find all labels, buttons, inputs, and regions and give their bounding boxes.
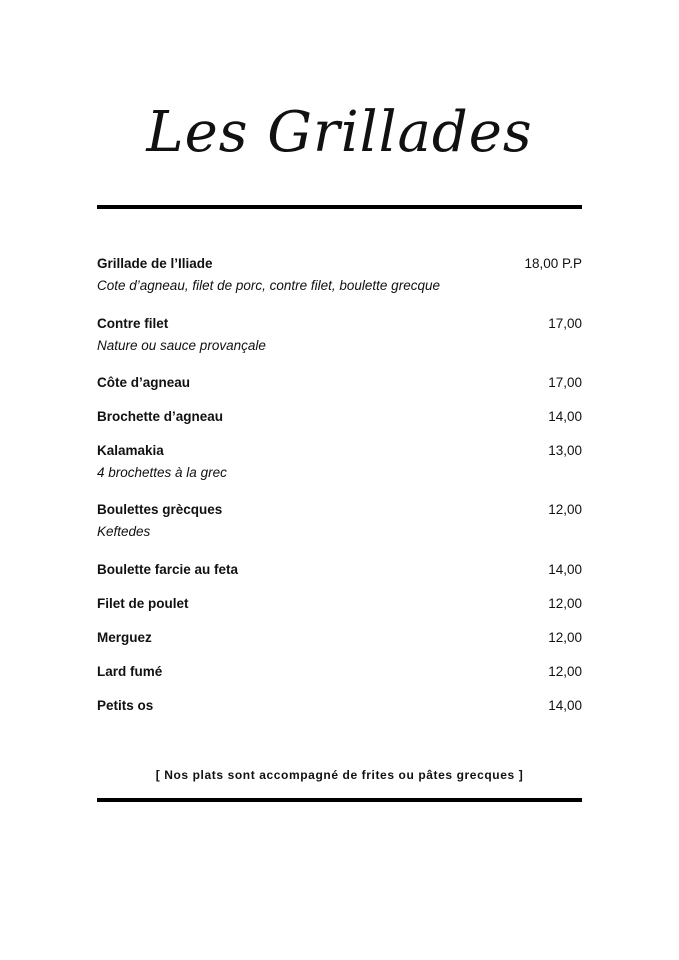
item-price: 18,00 P.P	[524, 256, 582, 271]
item-price: 12,00	[548, 596, 582, 611]
item-description: Cote d’agneau, filet de porc, contre filet, boulette grecque	[97, 278, 440, 293]
item-name: Lard fumé	[97, 664, 163, 679]
item-name: Filet de poulet	[97, 596, 189, 611]
item-name: Brochette d’agneau	[97, 409, 224, 424]
item-name: Contre filet	[97, 316, 169, 331]
item-price: 14,00	[548, 562, 582, 577]
item-price: 14,00	[548, 698, 582, 713]
item-price: 12,00	[548, 664, 582, 679]
item-name: Boulettes grècques	[97, 502, 223, 517]
item-description: 4 brochettes à la grec	[97, 465, 227, 480]
footer-note: [ Nos plats sont accompagné de frites ou pâtes grecques ]	[155, 768, 524, 782]
item-description: Nature ou sauce provançale	[97, 338, 266, 353]
item-name: Boulette farcie au feta	[97, 562, 239, 577]
item-name: Grillade de l’Iliade	[97, 256, 213, 271]
item-price: 13,00	[548, 443, 582, 458]
item-price: 12,00	[548, 502, 582, 517]
item-description: Keftedes	[97, 524, 151, 539]
menu-title: Les Grillades	[146, 100, 533, 165]
item-price: 17,00	[548, 316, 582, 331]
item-name: Kalamakia	[97, 443, 164, 458]
bottom-divider	[97, 798, 582, 802]
item-price: 17,00	[548, 375, 582, 390]
item-name: Côte d’agneau	[97, 375, 191, 390]
item-price: 12,00	[548, 630, 582, 645]
item-name: Petits os	[97, 698, 154, 713]
item-price: 14,00	[548, 409, 582, 424]
item-name: Merguez	[97, 630, 152, 645]
top-divider	[97, 205, 582, 209]
